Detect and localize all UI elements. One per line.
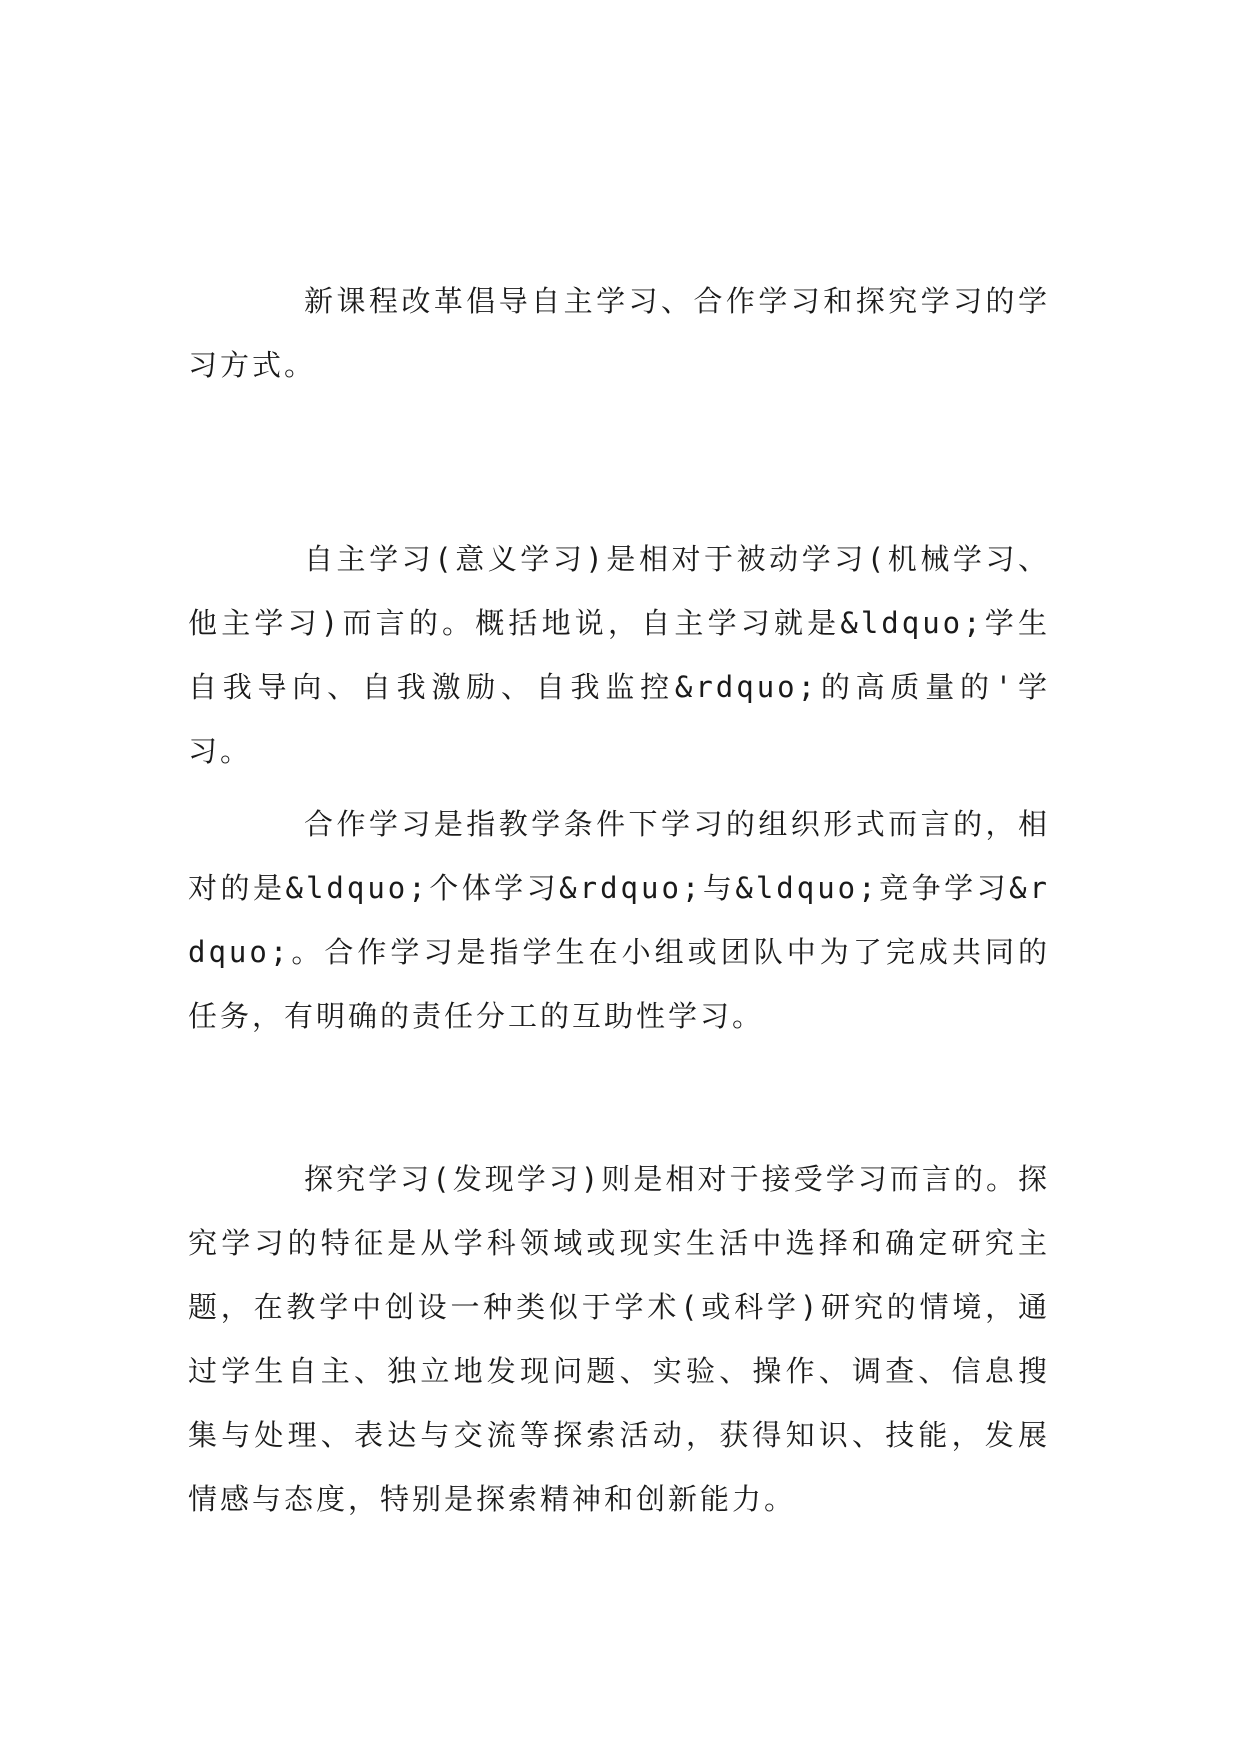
paragraph-cooperative-learning: 合作学习是指教学条件下学习的组织形式而言的，相对的是&ldquo;个体学习&rdquo;与&ldquo;竞争学习&rdquo;。合作学习是指学生在小组或团队中为了完成共同的任务，有明确的责任分工的互助性学习。: [188, 807, 1050, 1033]
paragraph-autonomous-learning: 自主学习(意义学习)是相对于被动学习(机械学习、他主学习)而言的。概括地说，自主学习就是&ldquo;学生自我导向、自我激励、自我监控&rdquo;的高质量的'学习。: [188, 542, 1050, 768]
paragraph-inquiry-learning: 探究学习(发现学习)则是相对于接受学习而言的。探究学习的特征是从学科领域或现实生活中选择和确定研究主题，在教学中创设一种类似于学术(或科学)研究的情境，通过学生自主、独立地发现问题、实验、操作、调查、信息搜集与处理、表达与交流等探索活动，获得知识、技能，发展情感与态度，特别是探索精神和创新能力。: [188, 1162, 1050, 1516]
paragraph-learning-methods: 新课程改革倡导自主学习、合作学习和探究学习的学习方式。: [188, 284, 1050, 382]
